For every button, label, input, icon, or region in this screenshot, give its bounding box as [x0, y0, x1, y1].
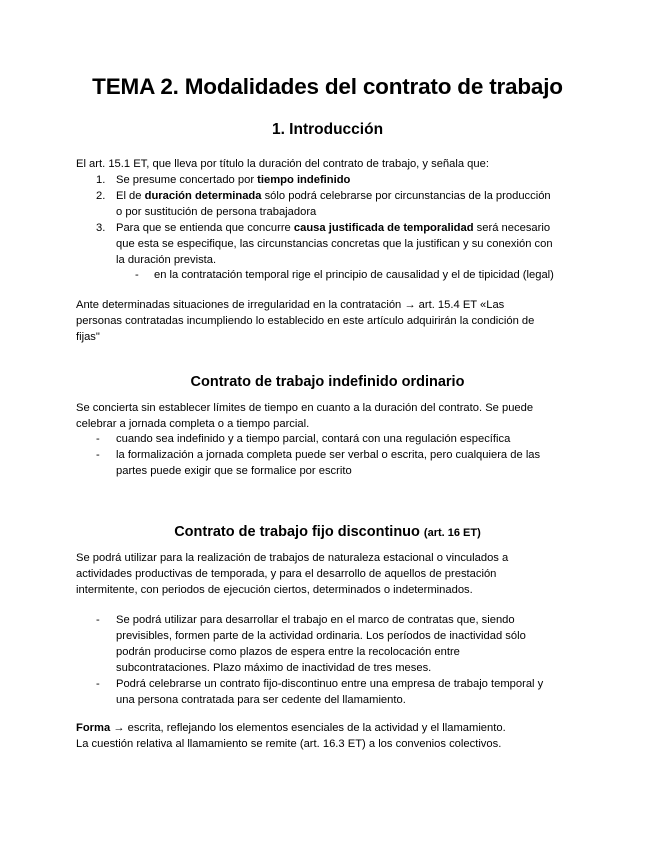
irregular-line-2: personas contratadas incumpliendo lo establecido en este artículo adquirirán la condición de — [76, 315, 535, 327]
subitem-dash: - — [135, 269, 139, 281]
fijo-bullet-1-line-1: Se podrá utilizar para desarrollar el trabajo en el marco de contratas que, siendo — [116, 614, 515, 626]
list-item-2-text: El de — [116, 190, 145, 202]
list-item-2-rest: sólo podrá celebrarse por circunstancias de la producción — [261, 190, 551, 202]
fijo-bullet-1-line-4: subcontrataciones. Plazo máximo de inactividad de tres meses. — [116, 662, 432, 674]
forma-text: → escrita, reflejando los elementos esenciales de la actividad y el llamamiento. — [110, 722, 506, 734]
list-item-3-bold: causa justificada de temporalidad — [293, 222, 474, 234]
fijo-line-2: actividades productivas de temporada, y para el desarrollo de aquellos de prestación — [76, 568, 497, 580]
indefinido-bullet-1-dash: - — [96, 433, 100, 445]
fijo-bullet-2-line-1: Podrá celebrarse un contrato fijo-discontinuo entre una empresa de trabajo temporal y — [116, 678, 544, 690]
forma-line — [76, 720, 586, 736]
forma-label: Forma — [76, 722, 111, 734]
list-item-1-text: Se presume concertado por — [116, 174, 258, 186]
page-title: TEMA 2. Modalidades del contrato de trabajo — [92, 74, 563, 99]
irregular-line-1: Ante determinadas situaciones de irregularidad en la contratación → art. 15.4 ET «Las — [76, 299, 505, 311]
indefinido-line-2: celebrar a jornada completa o a tiempo parcial. — [76, 418, 310, 430]
list-item-2-line2: o por sustitución de persona trabajadora — [116, 206, 317, 218]
fijo-line-1: Se podrá utilizar para la realización de trabajos de naturaleza estacional o vinculados a — [76, 552, 509, 564]
list-number-1: 1. — [96, 174, 106, 186]
list-item-3-rest: será necesario — [473, 222, 551, 234]
fijo-bullet-1-line-2: previsibles, formen parte de la actividad ordinaria. Los períodos de inactividad sólo — [116, 630, 526, 642]
fijo-line-3: intermitente, con periodos de ejecución ciertos, determinados o indeterminados. — [76, 584, 473, 596]
intro-lead: El art. 15.1 ET, que lleva por título la duración del contrato de trabajo, y señala que: — [76, 158, 489, 170]
fijo-bullet-2-dash: - — [96, 678, 100, 690]
fijo-heading-ref: (art. 16 ET) — [423, 527, 481, 539]
fijo-heading-text: Contrato de trabajo fijo discontinuo — [174, 524, 420, 540]
llamamiento-line: La cuestión relativa al llamamiento se remite (art. 16.3 ET) a los convenios colectivos. — [76, 738, 502, 750]
list-item-2 — [116, 188, 596, 204]
list-item-3-line3: la duración prevista. — [116, 254, 217, 266]
list-number-3: 3. — [96, 222, 106, 234]
indefinido-bullet-2-line-2: partes puede exigir que se formalice por escrito — [116, 465, 352, 477]
subitem-text: en la contratación temporal rige el principio de causalidad y el de tipicidad (legal) — [154, 269, 554, 281]
fijo-bullet-2-line-2: una persona contratada para ser cedente del llamamiento. — [116, 694, 406, 706]
intro-heading: 1. Introducción — [271, 121, 384, 138]
indefinido-bullet-2-line-1: la formalización a jornada completa puede ser verbal o escrita, pero cualquiera de las — [116, 449, 541, 461]
fijo-heading — [0, 524, 655, 540]
indefinido-line-1: Se concierta sin establecer límites de tiempo en cuanto a la duración del contrato. Se puede — [76, 402, 534, 414]
list-item-1-bold: tiempo indefinido — [257, 174, 351, 186]
list-item-3-text: Para que se entienda que concurre — [116, 222, 294, 234]
indefinido-heading: Contrato de trabajo indefinido ordinario — [190, 374, 465, 390]
indefinido-bullet-1: cuando sea indefinido y a tiempo parcial, contará con una regulación específica — [116, 433, 511, 445]
fijo-bullet-1-dash: - — [96, 614, 100, 626]
list-item-3 — [116, 220, 596, 236]
list-number-2: 2. — [96, 190, 106, 202]
list-item-1 — [116, 172, 586, 188]
fijo-bullet-1-line-3: podrán producirse como plazos de espera entre la recolocación entre — [116, 646, 460, 658]
list-item-2-bold: duración determinada — [144, 190, 262, 202]
irregular-line-3: fijas" — [76, 331, 100, 343]
list-item-3-line2: que esta se especifique, las circunstancias concretas que la justifican y su conexión con — [116, 238, 553, 250]
indefinido-bullet-2-dash: - — [96, 449, 100, 461]
